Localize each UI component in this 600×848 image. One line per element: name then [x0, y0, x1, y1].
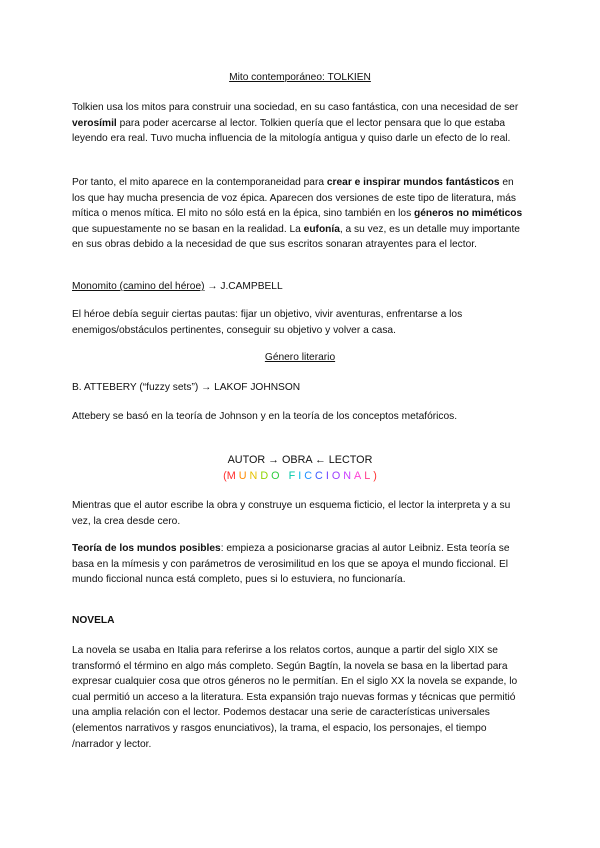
rainbow-letter: A [354, 470, 365, 482]
text: Por tanto, el mito aparece en la contemporaneidad para [72, 177, 327, 188]
text: para poder acercarse al lector. Tolkien quería que el lector pensara que lo que estaba leyendo era real. Tuvo mucha influencia de la mitología antigua y quiso darle un efecto de lo real. [72, 117, 511, 145]
rainbow-letter: O [331, 470, 344, 482]
paragraph-novela: La novela se usaba en Italia para referirse a los relatos cortos, aunque a partir del siglo XIX se transformó el término en algo más completo. Según Bagtín, la novela se basa en la libertad para expresar cualquier cosa que otros géneros no le permitían. En el siglo XX la novela se expande, lo cual permitió un acceso a la literatura. Esta expansión trajo nuevas formas y técnicas que permitió una amplia relación con el lector. Podemos destacar una serie de características universales (elementos narrativos y rasgos enunciativos), la trama, el espacio, los personajes, el tiempo /narrador y lector. [72, 645, 518, 750]
monomito-label: Monomito (camino del héroe) [72, 281, 205, 292]
rainbow-letter: N [249, 470, 261, 482]
rainbow-letter: D [260, 470, 272, 482]
paragraph-mundos-posibles [72, 541, 528, 588]
rainbow-letter: C [315, 470, 326, 482]
bold-term-generos-no-mimeticos: géneros no miméticos [414, 208, 523, 220]
text: en los que hay mucha presencia de voz épica. Aparecen dos versiones de este tipo de literatura, más mítica o menos mítica. El mito no sólo está en la épica, sino también en los [72, 177, 516, 220]
attebery-line: B. ATTEBERY (“fuzzy sets”) → LAKOF JOHNSON [72, 382, 301, 393]
text: Tolkien usa los mitos para construir una sociedad, en su caso fantástica, con una necesidad de ser [72, 102, 519, 113]
bold-term-eufonia: eufonía [303, 223, 340, 235]
rainbow-letter: C [304, 470, 315, 482]
novela-heading-text: NOVELA [72, 615, 115, 626]
rainbow-letter: I [298, 470, 305, 482]
close-paren: ) [373, 470, 377, 482]
text: que supuestamente no se basan en la realidad. La [72, 223, 304, 235]
rainbow-letter: O [271, 470, 283, 482]
rainbow-letter: I [325, 470, 332, 482]
rainbow-letter: M [226, 470, 239, 482]
paragraph-autor-lector: Mientras que el autor escribe la obra y construye un esquema ficticio, el lector la interpreta y a su vez, la crea desde cero. [72, 500, 511, 527]
bold-term-mundos-fantasticos: crear e inspirar mundos fantásticos [326, 177, 500, 188]
rainbow-letter: N [343, 470, 355, 482]
autor-obra-lector-line: AUTOR → OBRA ← LECTOR [227, 454, 373, 466]
paragraph-tolkien-intro [72, 100, 528, 147]
rainbow-letters [227, 470, 374, 482]
rainbow-letter: U [238, 470, 250, 482]
bold-term-teoria-mundos-posibles: Teoría de los mundos posibles [72, 543, 221, 554]
monomito-author: J.CAMPBELL [220, 281, 283, 292]
monomito-line [72, 279, 528, 295]
open-paren: ( [223, 470, 227, 482]
genero-literario-heading: Género literario [264, 352, 336, 363]
paragraph-contemporaneidad [72, 175, 528, 253]
arrow: → [204, 281, 221, 292]
paragraph-heroe: El héroe debía seguir ciertas pautas: fijar un objetivo, vivir aventuras, enfrentarse a los enemigos/obstáculos pertinentes, conseguir su objetivo y volver a casa. [72, 309, 463, 336]
text: , a su vez, es un detalle muy importante en sus obras debido a la necesidad de que sus escritos sonaran atrayentes para el lector. [72, 223, 520, 251]
mundo-ficcional-line [0, 468, 600, 484]
rainbow-letter: L [364, 470, 374, 482]
bold-term-verosimil: verosímil [72, 117, 117, 129]
page-title: Mito contemporáneo: TOLKIEN [229, 72, 371, 83]
rainbow-letter: F [288, 470, 299, 482]
novela-heading [72, 613, 528, 629]
text: : empieza a posicionarse gracias al autor Leibniz. Esta teoría se basa en la mímesis y con parámetros de verosimilitud en los que se apoya el mundo ficcional. El mundo ficcional nunca está completo, pues si lo estuviera, no funcionaría. [72, 543, 510, 586]
paragraph-attebery: Attebery se basó en la teoría de Johnson y en la teoría de los conceptos metafóricos. [72, 411, 458, 422]
formula-block [0, 452, 600, 484]
